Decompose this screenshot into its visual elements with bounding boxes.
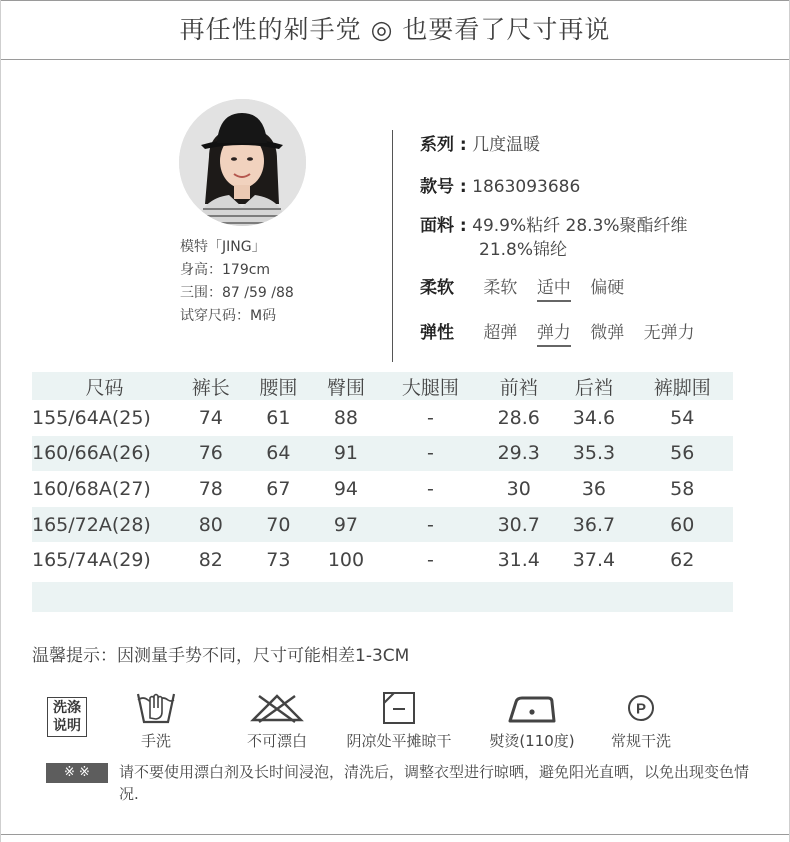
- table-row: [32, 471, 733, 507]
- cell-back-rise: 36: [581, 477, 607, 500]
- table-row: [32, 542, 733, 578]
- care-note: 请不要使用漂白剂及长时间浸泡，清洗后，调整衣型进行晾晒，避免阳光直晒，以免出现变色情况.: [119, 763, 750, 803]
- size-table: [32, 372, 733, 578]
- cell-front-rise: 29.3: [497, 442, 540, 465]
- size-table-header: [32, 372, 733, 400]
- cell-length: 78: [198, 477, 223, 500]
- model-height: 身高：179cm: [180, 262, 271, 278]
- care-item-shade-dry-flat: [336, 690, 462, 751]
- elasticity-label: 弹性: [420, 323, 454, 343]
- model-avatar: [179, 99, 306, 226]
- softness-option-soft: 柔软: [483, 278, 518, 298]
- care-title-line-1: 洗涤: [53, 700, 81, 716]
- care-item-hand-wash: [128, 690, 184, 751]
- softness-label: 柔软: [420, 278, 454, 298]
- cell-size: 160/68A(27): [32, 477, 151, 500]
- cell-size: 165/74A(29): [32, 549, 151, 572]
- vertical-divider: [392, 130, 393, 362]
- no-bleach-label: 不可漂白: [246, 732, 307, 750]
- cell-thigh: -: [426, 442, 434, 465]
- cell-thigh: -: [426, 513, 434, 536]
- elasticity-row: [420, 318, 709, 347]
- cell-length: 80: [198, 513, 223, 536]
- elasticity-option-slight: 微弹: [590, 323, 625, 343]
- header-divider: [0, 59, 790, 60]
- fabric-line-2: 21.8%锦纶: [479, 240, 568, 260]
- model-portrait-icon: [179, 99, 306, 226]
- code-row: [420, 172, 580, 197]
- header-length: 裤长: [191, 376, 230, 399]
- header-back-rise: 后裆: [574, 376, 613, 399]
- cell-front-rise: 30: [506, 477, 531, 500]
- series-value: 几度温暖: [472, 135, 541, 155]
- table-blank-row: [32, 582, 733, 612]
- cell-back-rise: 35.3: [572, 442, 616, 465]
- cell-back-rise: 37.4: [572, 549, 616, 572]
- cell-front-rise: 28.6: [497, 406, 540, 429]
- left-border: [0, 0, 1, 842]
- cell-hip: 91: [333, 442, 359, 465]
- header-waist: 腰围: [259, 376, 298, 399]
- cell-waist: 73: [266, 549, 291, 572]
- header-leg-opening: 裤脚围: [653, 376, 711, 399]
- shade-dry-flat-icon: [381, 690, 417, 726]
- code-value: 1863093686: [472, 177, 581, 197]
- no-bleach-icon: [249, 690, 305, 726]
- cell-back-rise: 36.7: [572, 513, 616, 536]
- table-row: [32, 400, 733, 436]
- header-hip: 臀围: [326, 376, 365, 399]
- cell-thigh: -: [426, 477, 434, 500]
- cell-thigh: -: [426, 406, 434, 429]
- measurement-tip: 温馨提示：因测量手势不同，尺寸可能相差1-3CM: [32, 646, 410, 666]
- cell-waist: 67: [266, 477, 291, 500]
- cell-waist: 70: [266, 513, 291, 536]
- dry-clean-label: 常规干洗: [610, 732, 671, 750]
- fabric-label: 面料 :: [420, 216, 467, 236]
- cell-hip: 97: [333, 513, 359, 536]
- iron-label: 熨烫(110度): [489, 732, 575, 750]
- cell-waist: 61: [266, 406, 291, 429]
- cell-thigh: -: [426, 549, 434, 572]
- cell-length: 82: [198, 549, 223, 572]
- care-title-line-2: 说明: [53, 718, 81, 734]
- cell-waist: 64: [266, 442, 291, 465]
- elasticity-option-super: 超弹: [483, 323, 518, 343]
- cell-leg-opening: 58: [670, 477, 695, 500]
- care-item-no-bleach: [239, 690, 315, 751]
- cell-front-rise: 31.4: [497, 549, 540, 572]
- svg-text:P: P: [635, 700, 647, 718]
- fabric-row: [420, 211, 688, 236]
- cell-hip: 88: [333, 406, 359, 429]
- shade-dry-flat-label: 阴凉处平摊晾干: [346, 732, 452, 750]
- cell-leg-opening: 60: [670, 513, 695, 536]
- care-item-dry-clean: [603, 690, 679, 751]
- cell-hip: 94: [333, 477, 359, 500]
- model-info: [180, 236, 294, 328]
- softness-option-medium: 适中: [537, 273, 571, 302]
- table-row: [32, 436, 733, 472]
- softness-row: [420, 273, 638, 302]
- care-item-iron: [487, 690, 577, 751]
- cell-leg-opening: 62: [670, 549, 695, 572]
- model-measurements: 三围：87 /59 /88: [180, 285, 294, 301]
- code-label: 款号 :: [420, 177, 467, 197]
- cell-leg-opening: 56: [670, 442, 695, 465]
- model-name: 模特「JING」: [180, 239, 266, 255]
- hand-wash-icon: [135, 690, 177, 726]
- cell-length: 76: [198, 442, 223, 465]
- hand-wash-label: 手洗: [140, 732, 171, 750]
- top-border: [0, 0, 790, 1]
- care-title-box: [47, 697, 87, 737]
- header-front-rise: 前裆: [499, 376, 538, 399]
- bottom-border: [0, 834, 790, 835]
- cell-size: 155/64A(25): [32, 406, 151, 429]
- model-trial-size: 试穿尺码：M码: [180, 308, 277, 324]
- cell-length: 74: [198, 406, 223, 429]
- page-title: 再任性的剁手党 ◎ 也要看了尺寸再说: [179, 15, 611, 44]
- cell-size: 165/72A(28): [32, 513, 151, 536]
- softness-option-hard: 偏硬: [590, 278, 625, 298]
- series-label: 系列 :: [420, 135, 467, 155]
- elasticity-option-none: 无弹力: [643, 323, 695, 343]
- fabric-line-1: 49.9%粘纤 28.3%聚酯纤维: [472, 216, 688, 236]
- elasticity-option-stretch: 弹力: [537, 318, 571, 347]
- cell-leg-opening: 54: [670, 406, 695, 429]
- series-row: [420, 130, 540, 155]
- dry-clean-icon: [623, 690, 659, 726]
- cell-back-rise: 34.6: [572, 406, 616, 429]
- cell-front-rise: 30.7: [497, 513, 540, 536]
- cell-hip: 100: [327, 549, 365, 572]
- header-size: 尺码: [85, 376, 124, 399]
- note-tag: ※ ※: [46, 763, 108, 783]
- header-thigh: 大腿围: [401, 376, 459, 399]
- cell-size: 160/66A(26): [32, 442, 151, 465]
- iron-icon: [506, 690, 558, 726]
- table-row: [32, 507, 733, 543]
